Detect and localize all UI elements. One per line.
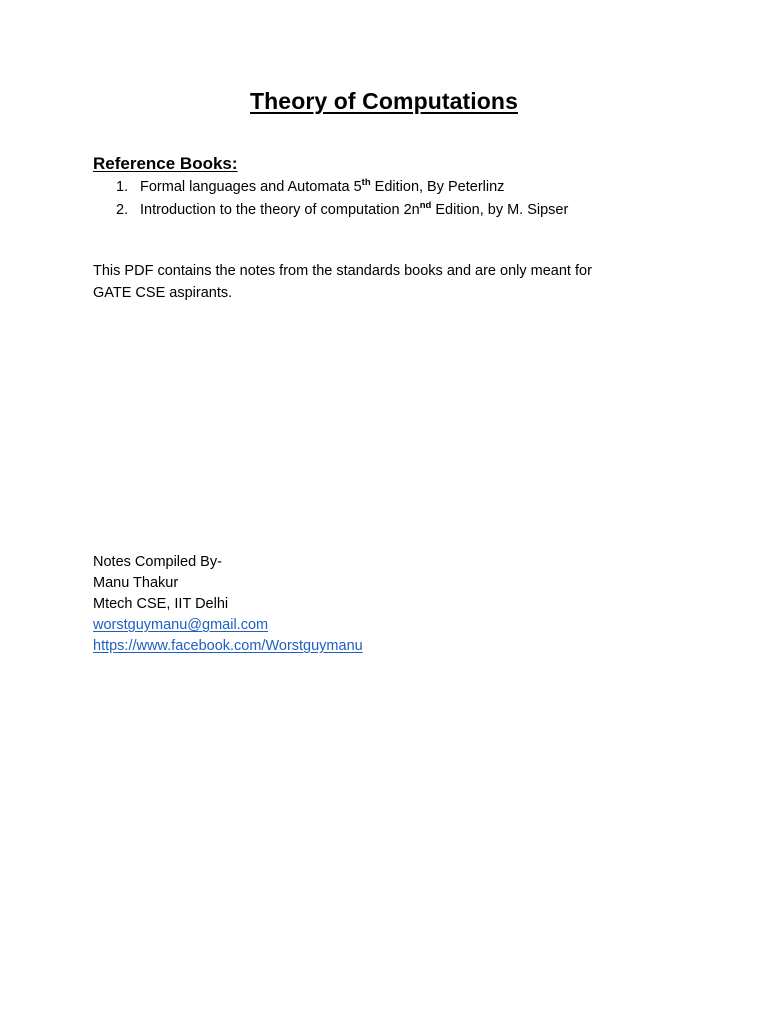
reference-item	[116, 176, 568, 199]
reference-text-suffix: Edition, by M. Sipser	[431, 202, 569, 218]
reference-text-suffix: Edition, By Peterlinz	[370, 179, 505, 195]
credits-block	[93, 552, 363, 657]
document-title: Theory of Computations	[250, 88, 518, 114]
reference-text: Formal languages and Automata 5	[140, 179, 362, 195]
description-line: GATE CSE aspirants.	[93, 285, 233, 301]
reference-superscript: th	[361, 177, 371, 188]
author-name: Manu Thakur	[93, 575, 179, 591]
reference-list	[116, 176, 568, 222]
reference-item	[116, 199, 568, 222]
reference-books-heading: Reference Books:	[93, 154, 238, 173]
compiled-by-label: Notes Compiled By-	[93, 554, 222, 570]
email-link[interactable]: worstguymanu@gmail.com	[93, 617, 269, 633]
reference-text: Introduction to the theory of computation 2n	[140, 202, 420, 218]
reference-superscript: nd	[419, 200, 432, 211]
reference-number: 2.	[116, 202, 129, 218]
author-affiliation: Mtech CSE, IIT Delhi	[93, 596, 229, 612]
reference-number: 1.	[116, 179, 129, 195]
facebook-link[interactable]: https://www.facebook.com/Worstguymanu	[93, 638, 363, 654]
description-paragraph	[93, 260, 693, 304]
description-line: This PDF contains the notes from the standards books and are only meant for	[93, 263, 592, 279]
